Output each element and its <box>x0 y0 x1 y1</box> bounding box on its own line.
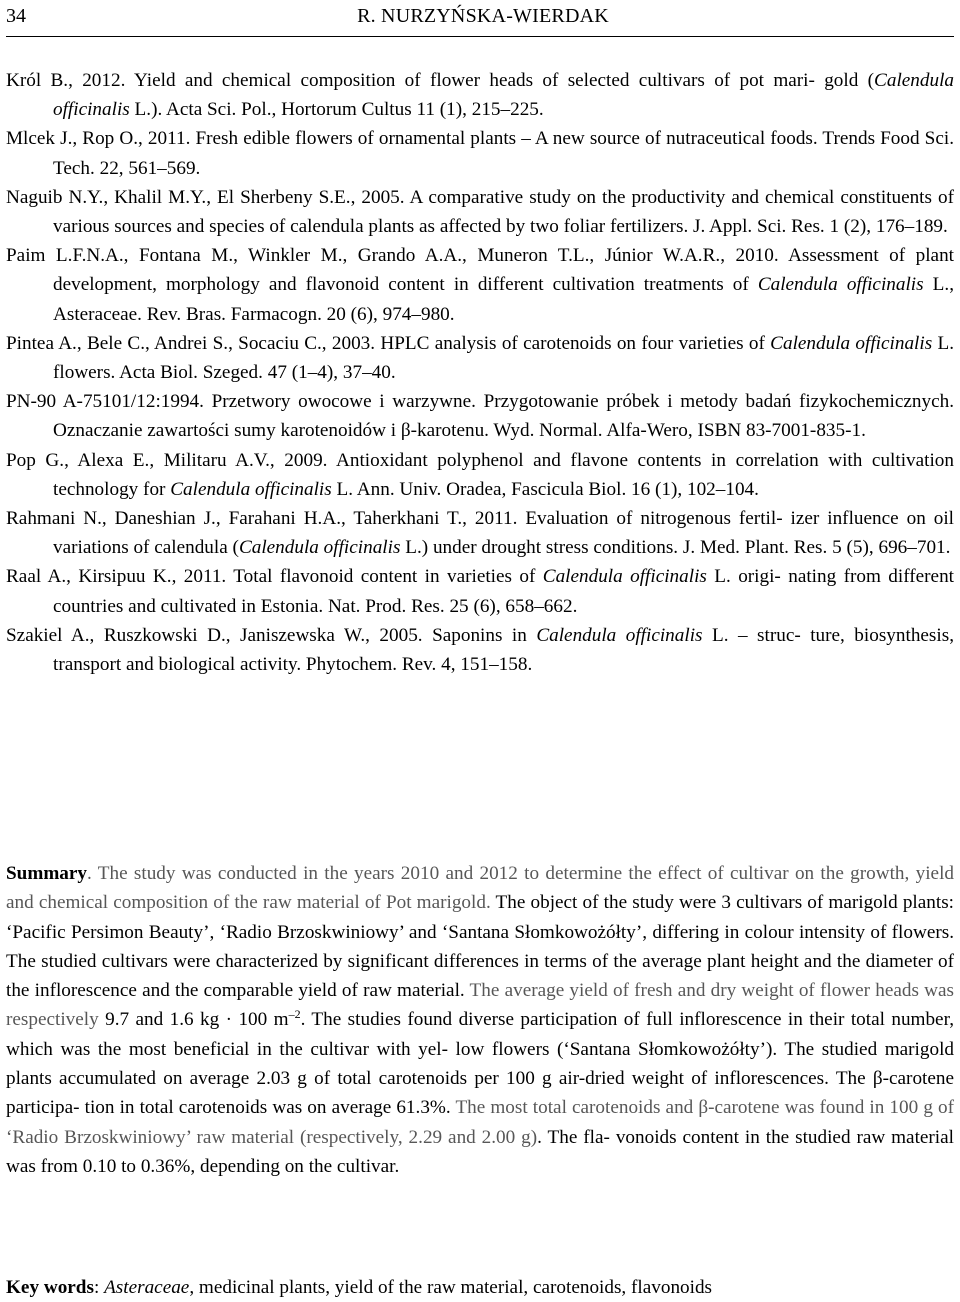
text-run: L.). Acta Sci. Pol., Hortorum Cultus 11 (1), 215‒225. <box>129 99 544 121</box>
page-number: 34 <box>6 5 26 27</box>
text-run: : <box>93 1277 105 1298</box>
text-run: . The studies found diverse participation of full inflorescence in their total number, which was the most beneficial in the cultivar with yel- low flowers (‘Santana Słomkowożółty’). The studied marigold plants accumulated on average 2.03 g of total carotenoids per 100 g air-dried weight of inflorescences. The β-carotene participa- tion in total carotenoids was on average 61.3%. <box>6 1009 954 1119</box>
text-run: Pintea A., Bele C., Andrei S., Socaciu C., 2003. HPLC analysis of carotenoids on four varieties of <box>6 332 771 354</box>
italic-text: Asteraceae <box>104 1277 190 1298</box>
italic-text: Calendula officinalis <box>542 566 707 588</box>
reference-entry <box>6 183 954 241</box>
text-run: L., Asteraceae. Rev. Bras. Farmacogn. 20 (6), 974‒980. <box>53 274 954 325</box>
reference-entry <box>6 504 954 562</box>
text-run: L. origi- nating from different countries and cultivated in Estonia. Nat. Prod. Res. 25 (6), 658‒662. <box>53 566 954 617</box>
reference-entry <box>6 124 954 182</box>
summary-section <box>6 859 954 1181</box>
reference-entry <box>6 446 954 504</box>
summary-paragraph <box>6 859 954 1181</box>
italic-text: Calendula officinalis <box>170 478 332 500</box>
reference-entry <box>6 66 954 124</box>
italic-text: Calendula officinalis <box>770 332 933 354</box>
text-run: . The study was conducted in the years 2010 and 2012 to determine the effect of cultivar on the growth, yield and chemical composition of the raw material of Pot marigold. <box>6 863 954 914</box>
header-rule <box>6 36 954 37</box>
text-run: The most total carotenoids and β-carotene was found in 100 g of ‘Radio Brzoskwiniowy’ raw material (respectively, 2.29 and 2.00 g) <box>6 1097 954 1148</box>
text-run: Paim L.F.N.A., Fontana M., Winkler M., Grando A.A., Muneron T.L., Júnior W.A.R., 2010. Assessment of plant development, morphology and flavonoid content in different cultivation treatments of <box>6 245 954 296</box>
text-run: Raal A., Kirsipuu K., 2011. Total flavonoid content in varieties of <box>6 566 543 588</box>
reference-entry <box>6 329 954 387</box>
text-run: Rahmani N., Daneshian J., Farahani H.A., Taherkhani T., 2011. Evaluation of nitrogenous fertil- izer influence on oil variations of calendula ( <box>6 508 954 559</box>
reference-list <box>6 66 954 679</box>
page-header <box>6 5 960 33</box>
running-title: R. NURZYŃSKA-WIERDAK <box>357 5 609 27</box>
text-run: Naguib N.Y., Khalil M.Y., El Sherbeny S.E., 2005. A comparative study on the productivity and chemical constituents of various sources and species of calendula plants as affected by two foliar fertilizers. J. Appl. Sci. Res. 1 (2), 176‒189. <box>6 186 954 238</box>
text-run: Król B., 2012. Yield and chemical composition of flower heads of selected cultivars of pot mari- gold ( <box>6 70 875 91</box>
reference-entry <box>6 621 954 679</box>
text-run: Szakiel A., Ruszkowski D., Janiszewska W., 2005. Saponins in <box>6 624 537 646</box>
reference-entry <box>6 562 954 620</box>
summary-heading: Summary <box>6 863 88 884</box>
text-run: L.) under drought stress conditions. J. Med. Plant. Res. 5 (5), 696‒701. <box>400 537 951 559</box>
text-run: The object of the study were 3 cultivars of marigold plants: ‘Pacific Persimon Beauty’, ‘Radio Brzoskwiniowy’ and ‘Santana Słomkowożółty’, differing in colour intensity of flowers. The studied cultivars were characterized by significant differences in terms of the average plant height and the diameter of the inflorescence and the comparable yield of raw material. <box>6 892 954 1002</box>
italic-text: Calendula officinalis <box>536 624 703 646</box>
italic-text: Calendula officinalis <box>53 70 954 121</box>
text-run: L. Ann. Univ. Oradea, Fascicula Biol. 16 (1), 102‒104. <box>331 478 759 500</box>
text-run: The average yield of fresh and dry weight of flower heads was respectively <box>6 980 954 1031</box>
text-run: Mlcek J., Rop O., 2011. Fresh edible flowers of ornamental plants – A new source of nutraceutical foods. Trends Food Sci. Tech. 22, 561‒569. <box>6 128 954 179</box>
text-run: 9.7 and 1.6 kg · 100 m <box>98 1009 289 1031</box>
text-run: Pop G., Alexa E., Militaru A.V., 2009. Antioxidant polyphenol and flavone contents in correlation with cultivation technology for <box>6 449 954 500</box>
reference-entry <box>6 387 954 445</box>
italic-text: Calendula officinalis <box>238 537 401 559</box>
superscript: –2 <box>288 1007 301 1022</box>
reference-entry <box>6 241 954 329</box>
text-run: , medicinal plants, yield of the raw material, carotenoids, flavonoids <box>189 1277 713 1298</box>
italic-text: Calendula officinalis <box>757 274 924 296</box>
text-run: L. flowers. Acta Biol. Szeged. 47 (1‒4), 37‒40. <box>53 332 954 384</box>
keywords-line <box>6 1273 954 1302</box>
keywords-label: Key words <box>6 1277 94 1298</box>
text-run: PN-90 A-75101/12:1994. Przetwory owocowe i warzywne. Przygotowanie próbek i metody badań fizykochemicznych. Oznaczanie zawartości sumy karotenoidów i β-karotenu. Wyd. Normal. Alfa-Wero, ISBN 83-7001-835-1. <box>6 391 954 442</box>
text-run: L. – struc- ture, biosynthesis, transport and biological activity. Phytochem. Rev. 4, 151‒158. <box>53 624 954 676</box>
text-run: . The fla- vonoids content in the studied raw material was from 0.10 to 0.36%, depending on the cultivar. <box>6 1126 954 1177</box>
